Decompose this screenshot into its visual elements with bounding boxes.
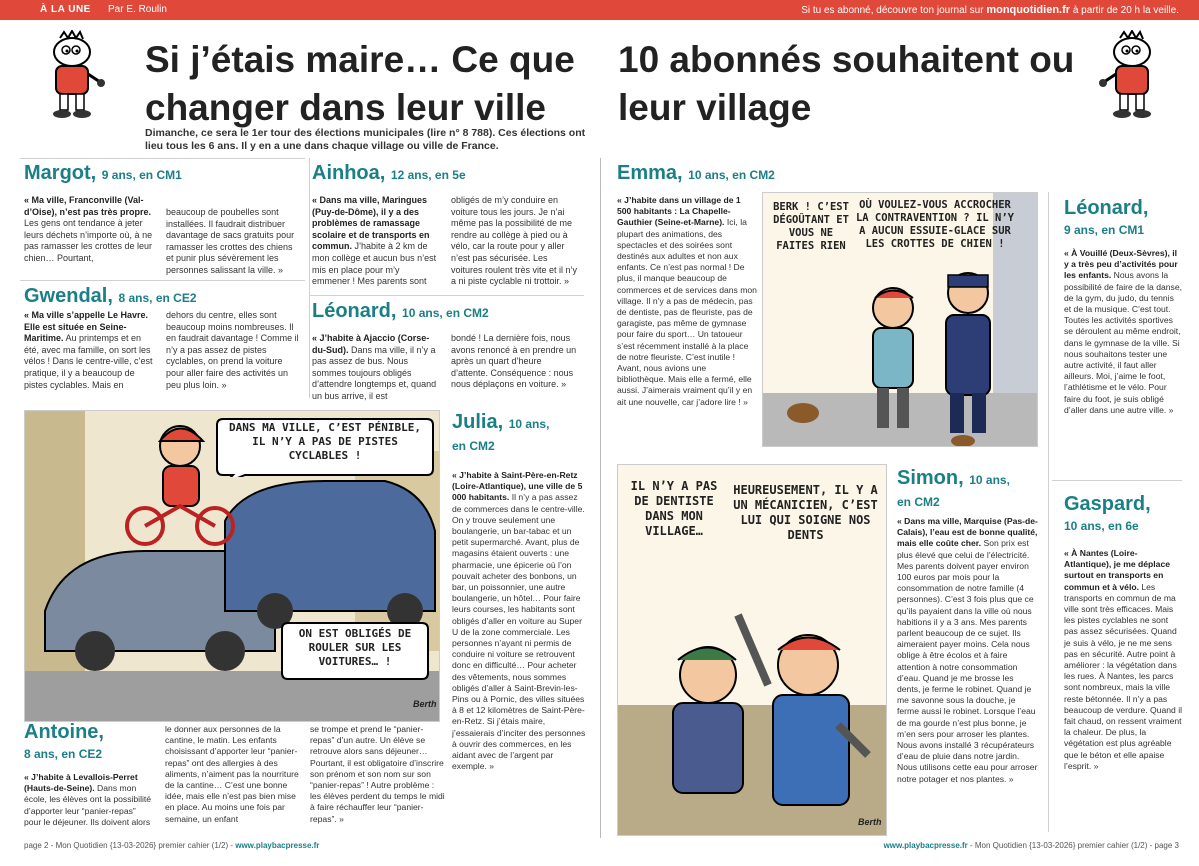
kid-name: Gwendal, 8 ans, en CE2 <box>24 285 197 307</box>
testimony-text: « À Nantes (Loire-Atlantique), je me déplace surtout en transports en commun et à vélo. Les transports en commun de ma ville sont très efficaces. Mais les pistes cyclables ne sont pas assez sécurisées. Quand je suis à vélo, je ne me sens pas en sécurité. Autre point à améliorer : la végétation dans les rues. À Nantes, les parcs sont nombreux, mais la ville reste bétonnée. Il n’y a pas beaucoup de verdure. Quand il fait chaud, on ressent vraiment la chaleur. De plus, la végétation est plus agréable que le béton et elle apaise l’esprit. » <box>1064 548 1183 771</box>
kid-name: Margot, 9 ans, en CM1 <box>24 162 182 184</box>
testimony-text: « Dans ma ville, Maringues (Puy-de-Dôme), il y a des problèmes de ramassage scolaire et de transports en commun. J’habite à 2 km de mon collège et aucun bus n’est mis en place pour m’y emmener ! Mes parents sont <box>312 195 437 287</box>
kid-name: Gaspard, 10 ans, en 6e <box>1064 493 1151 533</box>
speech-bubble-text: ON EST OBLIGÉS DE ROULER SUR LES VOITURES… ! <box>298 627 412 668</box>
speech-bubble-text: OÙ VOULEZ-VOUS ACCROCHER LA CONTRAVENTION ? IL N’Y A AUCUN ESSUIE-GLACE SUR LES CROTTES DE CHIEN ! <box>855 199 1015 250</box>
kid-name: Antoine, 8 ans, en CE2 <box>24 721 104 761</box>
headline-left: Si j’étais maire… Ce que changer dans leur ville <box>145 39 575 128</box>
testimony-text: « J’habite à Saint-Père-en-Retz (Loire-Atlantique), une ville de 5 000 habitants. Il n’y a pas assez de commerces dans le centre-ville. On y trouve seulement une boulangerie, un bar-tabac et un petit supermarché. Avant, plus de magasins étaient ouverts : une pharmacie, une épicerie où l’on pouvait acheter des bonbons, un bar, un poissonnier, une autre boulangerie, un hôtel… Pour faire leurs courses, les habitants sont obligés d’aller en voiture au Super U de la zone commerciale. Les personnes n’ayant ni permis de conduire ni voiture se retrouvent donc en difficulté… Pour acheter des vêtements, nous sommes obligés d’aller à Saint-Brevin-les-Pins ou à Pornic, des villes situées à 8 et 12 kilomètres de Saint-Père-en-Retz. Si j’étais maire, j’essaierais d’inciter des personnes à ouvrir des commerces, en les aidant avec de l’argent par exemple. » <box>452 470 586 772</box>
testimony-text: dehors du centre, elles sont beaucoup moins nombreuses. Il en faudrait davantage ! Comme il n’y a pas assez de pistes cyclables, on prend la voiture pour aller faire des activités un peu plus loin. » <box>166 310 299 390</box>
kid-name: Léonard, 9 ans, en CM1 <box>1064 197 1149 237</box>
cartoonist-signature: Berth <box>858 817 882 827</box>
testimony-text: obligés de m’y conduire en voiture tous les jours. Je n’ai même pas la possibilité de me rendre au collège à pied ou à vélo, car la route pour y aller n’est pas sécurisée. Les voitures roulent très vite et il n’y a ni piste cyclable ni trottoir. » <box>451 195 578 287</box>
speech-bubble-text: HEUREUSEMENT, IL Y A UN MÉCANICIEN, C’EST LUI QUI SOIGNE NOS DENTS <box>733 483 878 542</box>
testimony-text: « J’habite dans un village de 1 500 habitants : La Chapelle-Gauthier (Seine-et-Marne). Ici, la plupart des animations, des spectacles et des soirées sont destinés aux adultes et non aux enfants. Ce n’est pas normal ! De plus, il manque beaucoup de commerces et de services dans mon village. Il n’y a pas de médecin, pas de dentiste, pas de fleuriste, pas de garagiste, pas même de gymnase pour faire du sport… Un tatoueur s’est récemment installé à la place de notre fleuriste. C’est inutile ! Avant, nous avions une bibliothèque. Mais elle a fermé, elle aussi. J’aimerais vraiment qu’il y en ait une nouvelle, car j’adore lire ! » <box>617 195 757 407</box>
promo-site-link[interactable]: monquotidien.fr <box>986 4 1071 16</box>
kid-name: Emma, 10 ans, en CM2 <box>617 162 775 184</box>
footer-site-link[interactable]: www.playbacpresse.fr <box>883 841 968 850</box>
footer-left: page 2 - Mon Quotidien {13-03-2026} premier cahier (1/2) - www.playbacpresse.fr <box>24 841 320 850</box>
testimony-text: « J’habite à Levallois-Perret (Hauts-de-Seine). Dans mon école, les élèves ont la possibilité d’apporter leur “panier-repas” pour le déjeuner. Ils doivent alors <box>24 772 152 827</box>
testimony-text: « À Vouillé (Deux-Sèvres), il y a très peu d’activités pour les enfants. Nous avons la possibilité de faire de la danse, de la gym, du judo, du tennis et de la musique. C’est tout. Toutes les activités sportives se déroulent au même endroit, dans le gymnase de la ville. Si nous souhaitons tester une autre activité, il faut aller ailleurs. Moi, j’aime le foot, l’athlétisme et le vélo. Pour faire du foot, je suis obligé d’aller dans une autre ville. » <box>1064 248 1183 415</box>
testimony-text: « Ma ville, Franconville (Val-d’Oise), n’est pas très propre. Les gens ont tendance à jeter leurs déchets n’importe où, à ne pas ramasser les crottes de leur chien… Pourtant, <box>24 195 153 263</box>
cartoon-dog-mess <box>762 192 1038 447</box>
testimony-text: « J’habite à Ajaccio (Corse-du-Sud). Dans ma ville, il n’y a pas assez de bus. Nous sommes toujours obligés d’attendre longtemps et, quand un bus arrive, il est <box>312 333 437 401</box>
kid-name: Julia, 10 ans, en CM2 <box>452 411 550 453</box>
mascot-mic-icon <box>38 30 108 120</box>
footer-site-link[interactable]: www.playbacpresse.fr <box>235 841 320 850</box>
intro-paragraph: Dimanche, ce sera le 1er tour des élections municipales (lire n° 8 788). Ces élections ont lieu tous les 6 ans. Il y en a une dans chaque village ou ville de France. <box>145 127 586 152</box>
subscriber-promo: Si tu es abonné, découvre ton journal sur monquotidien.fr à partir de 20 h la veille. <box>801 4 1179 16</box>
testimony-text: le donner aux personnes de la cantine, le matin. Les enfants choisissant d’apporter leur “panier-repas” ont des allergies à des aliments, n’aiment pas la nourriture de la cantine… C’est une bonne idée, mais elle n’est pas bien mise en place. Au moins une fois par semaine, un enfant <box>165 724 299 824</box>
cartoonist-signature: Berth <box>413 699 437 709</box>
speech-bubble-text: IL N’Y A PAS DE DENTISTE DANS MON VILLAGE… <box>630 479 718 538</box>
section-kicker: À LA UNE <box>40 4 91 15</box>
testimony-text: se trompe et prend le “panier-repas” d’un autre. Un élève se retrouve alors sans déjeuner… Pourtant, il est obligatoire d’inscrire son prénom et son nom sur son “panier-repas” ! Autre problème : les élèves perdent du temps le midi à faire réchauffer leur “panier-repas”. » <box>310 724 445 824</box>
kid-name: Simon, 10 ans, en CM2 <box>897 467 1010 509</box>
footer-right: www.playbacpresse.fr - Mon Quotidien {13-03-2026} premier cahier (1/2) - page 3 <box>883 841 1179 850</box>
testimony-text: bondé ! La dernière fois, nous avons renoncé à en prendre un après un quart d’heure d’attente. Conséquence : nous nous déplaçons en voiture. » <box>451 333 577 390</box>
testimony-text: « Dans ma ville, Marquise (Pas-de-Calais), l’eau est de bonne qualité, mais elle coûte cher. Son prix est plus élevé que celui de l’électricité. Mes parents doivent payer environ 100 euros par mois pour la consommation de notre famille (4 personnes). C’est 3 fois plus que ce qu’ils payaient dans la ville où nous habitions il y a 3 ans. Mes parents parlent beaucoup de ce sujet. Ils aimeraient payer moins. Cela nous oblige à être écolos et à faire attention à notre consommation d’eau. Quand je me brosse les dents, je ferme le robinet. Quand je me savonne sous la douche, je ferme aussi le robinet. Lorsque l’eau de ma gourde n’est plus bonne, je m’en sers pour arroser les plantes. Nous avons installé 3 récupérateurs d’eau de pluie dans notre jardin. Nous utilisons cette eau pour arroser notre potager et nos plantes. » <box>897 516 1038 784</box>
speech-bubble-text: DANS MA VILLE, C’EST PÉNIBLE, IL N’Y A PAS DE PISTES CYCLABLES ! <box>228 421 422 462</box>
headline-right: 10 abonnés souhaitent ou leur village <box>618 39 1075 128</box>
kid-name: Ainhoa, 12 ans, en 5e <box>312 162 466 184</box>
testimony-text: « Ma ville s’appelle Le Havre. Elle est située en Seine-Maritime. Au printemps et en été, avec ma famille, on sort les vélos ! Dans le centre-ville, c’est pratique, il y a beaucoup de pistes cyclables. Mais en <box>24 310 153 390</box>
top-banner <box>0 0 1199 20</box>
byline: Par E. Roulin <box>108 4 167 15</box>
cartoon-dentist <box>617 464 887 836</box>
speech-bubble-text: BERK ! C’EST DÉGOÛTANT ET VOUS NE FAITES RIEN <box>773 201 849 252</box>
cartoon-bike <box>24 410 440 722</box>
kid-name: Léonard, 10 ans, en CM2 <box>312 300 489 322</box>
mascot-mic-icon <box>1098 30 1168 120</box>
testimony-text: beaucoup de poubelles sont installées. Il faudrait distribuer davantage de sacs gratuits pour ramasser les crottes des chiens et punir plus sévèrement les personnes salissant la ville. » <box>166 207 295 275</box>
